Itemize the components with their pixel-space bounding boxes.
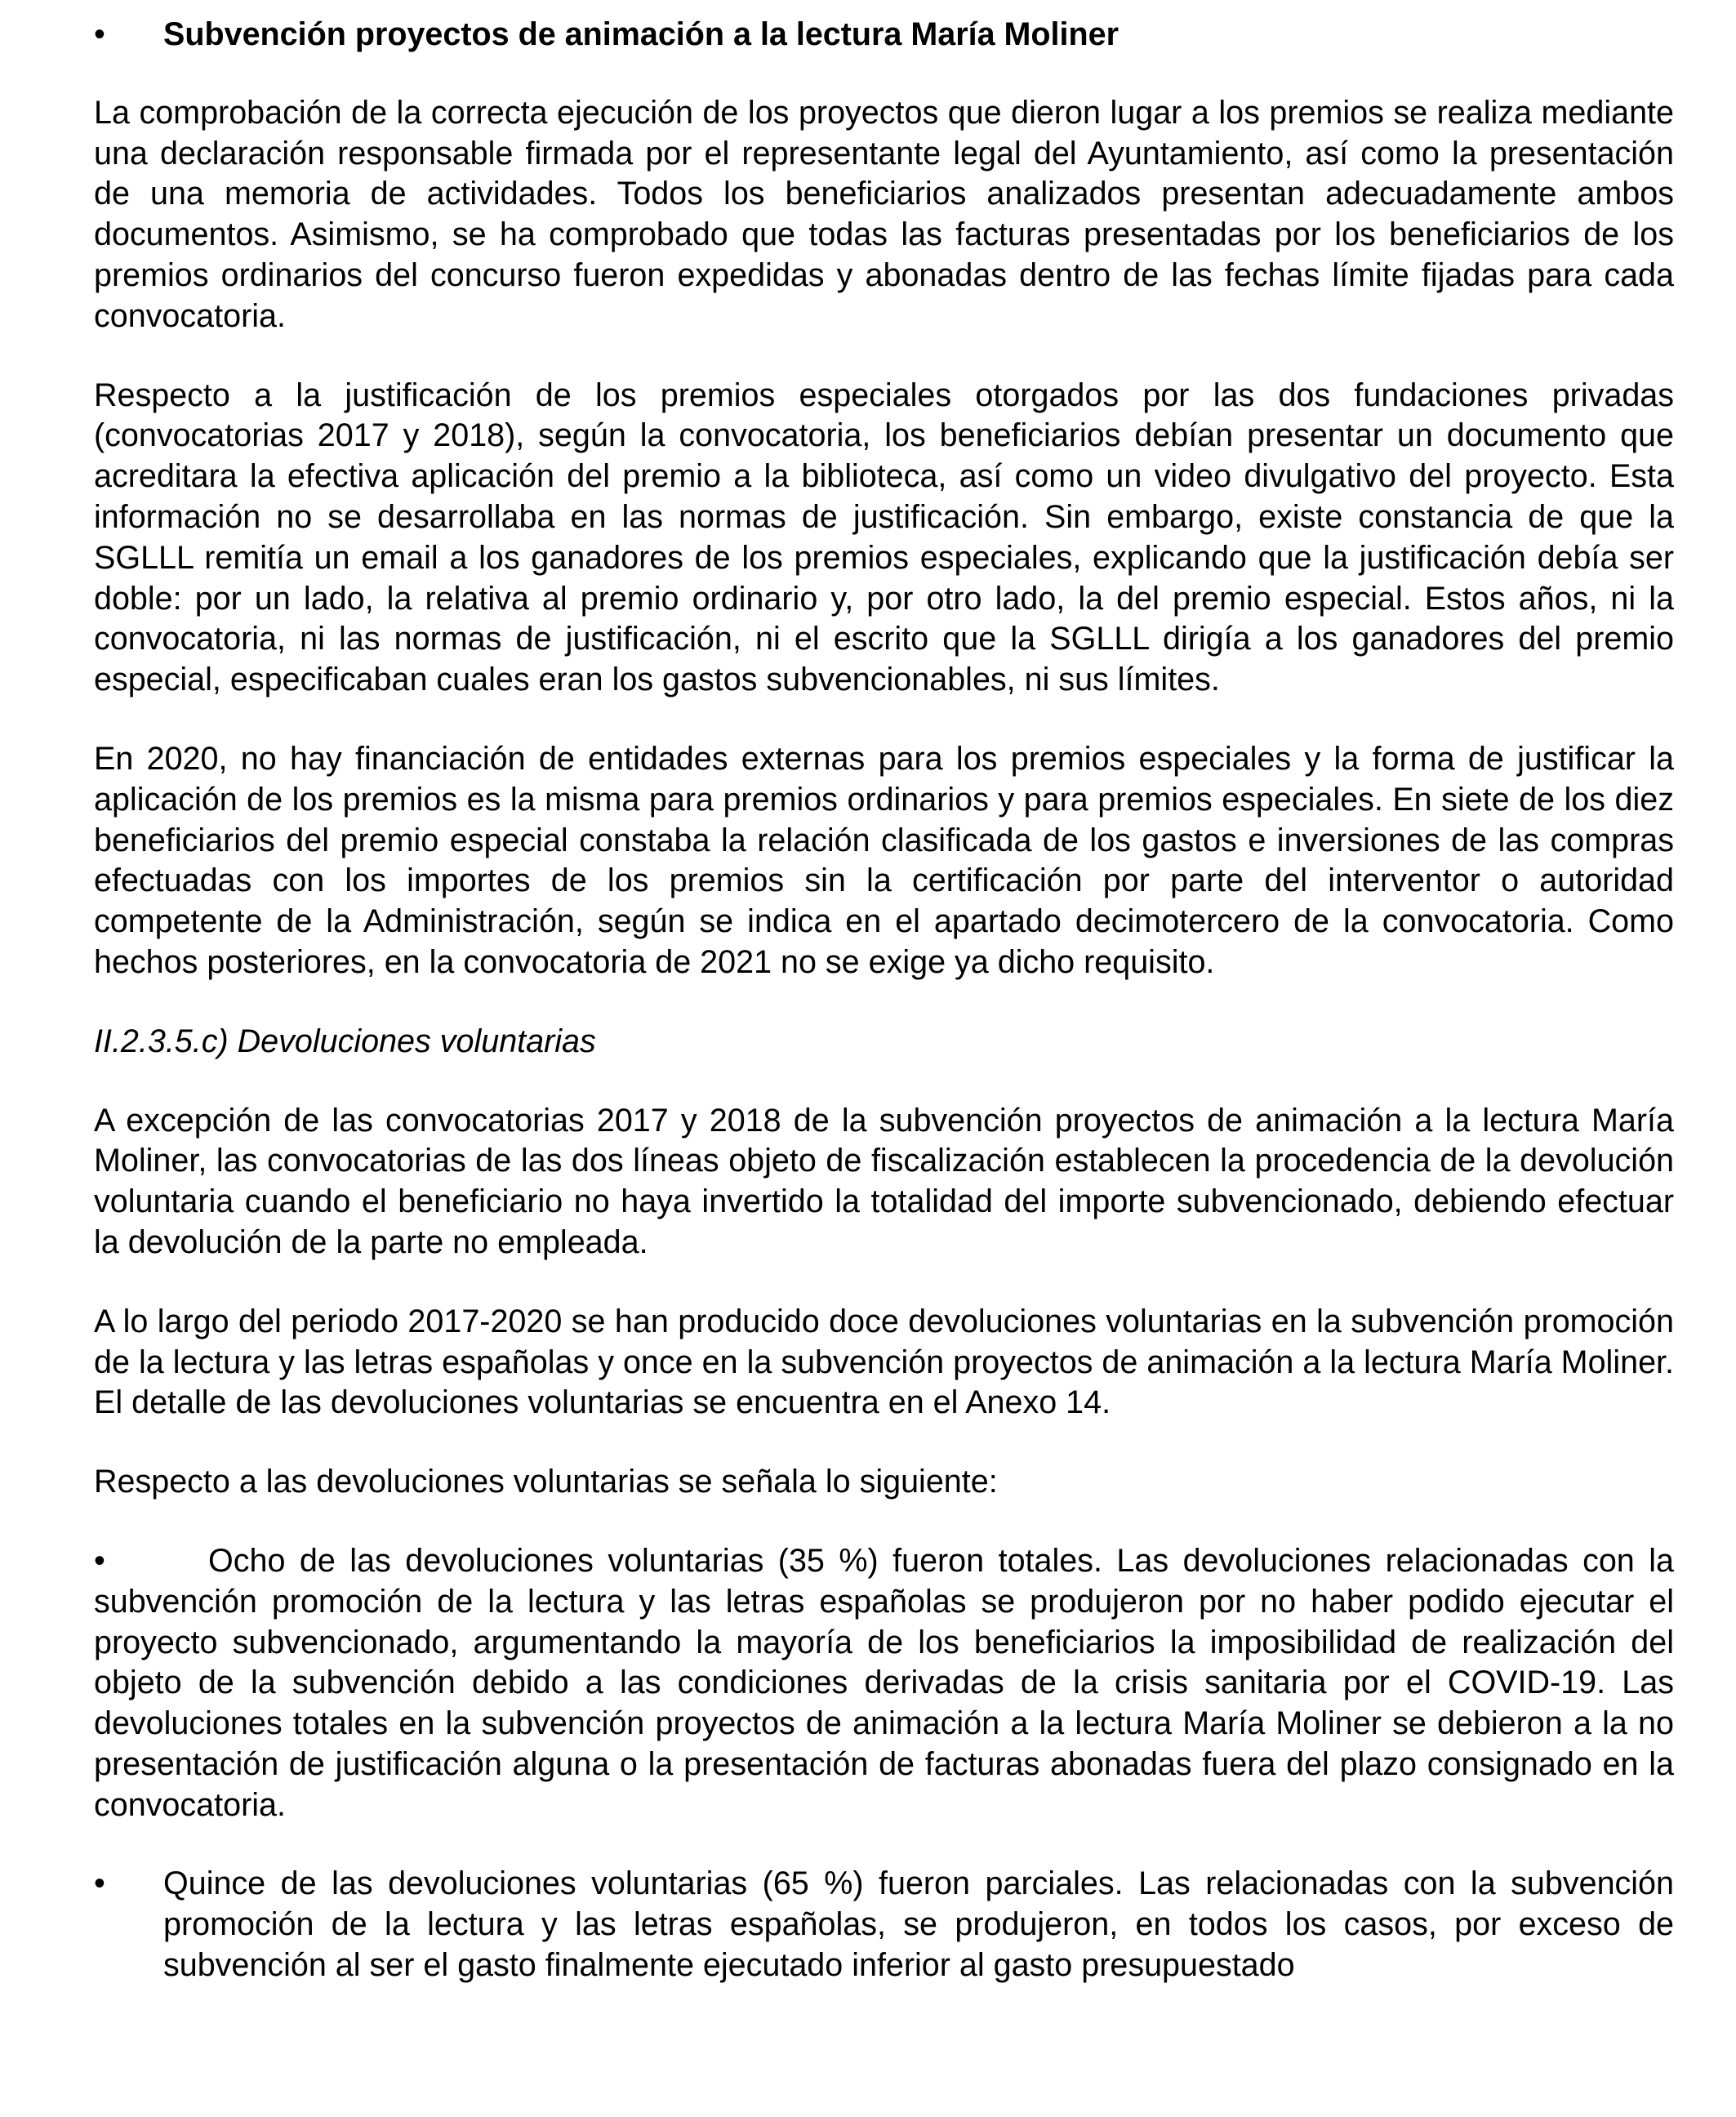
subsection-heading bbox=[94, 15, 1674, 56]
paragraph-premios-especiales: Respecto a la justificación de los premios especiales otorgados por las dos fundaciones privadas (convocatorias 2017 y 2018), según la convocatoria, los beneficiarios debían presentar un documento que acreditara la efectiva aplicación del premio a la biblioteca, así como un video divulgativo del proyecto. Esta información no se desarrollaba en las normas de justificación. Sin embargo, existe constancia de que la SGLLL remitía un email a los ganadores de los premios especiales, explicando que la justificación debía ser doble: por un lado, la relativa al premio ordinario y, por otro lado, la del premio especial. Estos años, ni la convocatoria, ni las normas de justificación, ni el escrito que la SGLLL dirigía a los ganadores del premio especial, especificaban cuales eran los gastos subvencionables, ni sus límites. bbox=[94, 377, 1674, 698]
bullet-symbol: • bbox=[94, 1865, 105, 1902]
bullet-symbol: • bbox=[94, 16, 105, 52]
paragraph-periodo: A lo largo del periodo 2017-2020 se han producido doce devoluciones voluntarias en la subvención promoción de la lectura y las letras españolas y once en la subvención proyectos de animación a la lectura María Moliner. El detalle de las devoluciones voluntarias se encuentra en el Anexo 14. bbox=[94, 1303, 1674, 1421]
bullet-item-text: Ocho de las devoluciones voluntarias (35 %) fueron totales. Las devoluciones relacionadas con la subvención promoción de la lectura y las letras españolas se produjeron por no haber podido ejecutar el proyecto subvencionado, argumentando la mayoría de los beneficiarios la imposibilidad de realización del objeto de la subvención debido a las condiciones derivadas de la crisis sanitaria por el COVID-19. Las devoluciones totales en la subvención proyectos de animación a la lectura María Moliner se debieron a la no presentación de justificación alguna o la presentación de facturas abonadas fuera del plazo consignado en la convocatoria. bbox=[94, 1542, 1674, 1823]
subsection-heading-text: Subvención proyectos de animación a la lectura María Moliner bbox=[163, 16, 1119, 52]
paragraph-comprobacion: La comprobación de la correcta ejecución de los proyectos que dieron lugar a los premios se realiza mediante una declaración responsable firmada por el representante legal del Ayuntamiento, así como la presentación de una memoria de actividades. Todos los beneficiarios analizados presentan adecuadamente ambos documentos. Asimismo, se ha comprobado que todas las facturas presentadas por los beneficiarios de los premios ordinarios del concurso fueron expedidas y abonadas dentro de las fechas límite fijadas para cada convocatoria. bbox=[94, 94, 1674, 334]
bullet-item-parciales bbox=[94, 1864, 1674, 1986]
paragraph-2020: En 2020, no hay financiación de entidades externas para los premios especiales y la forma de justificar la aplicación de los premios es la misma para premios ordinarios y para premios especiales. En siete de los diez beneficiarios del premio especial constaba la relación clasificada de los gastos e inversiones de las compras efectuadas con los importes de los premios sin la certificación por parte del interventor o autoridad competente de la Administración, según se indica en el apartado decimotercero de la convocatoria. Como hechos posteriores, en la convocatoria de 2021 no se exige ya dicho requisito. bbox=[94, 740, 1674, 980]
paragraph-excepcion: A excepción de las convocatorias 2017 y 2018 de la subvención proyectos de animación a la lectura María Moliner, las convocatorias de las dos líneas objeto de fiscalización establecen la procedencia de la devolución voluntaria cuando el beneficiario no haya invertido la totalidad del importe subvencionado, debiendo efectuar la devolución de la parte no empleada. bbox=[94, 1102, 1674, 1260]
bullet-symbol: • bbox=[94, 1542, 105, 1579]
bullet-item-totales bbox=[94, 1541, 1674, 1826]
document-page bbox=[94, 15, 1674, 1986]
paragraph-respecto: Respecto a las devoluciones voluntarias se señala lo siguiente: bbox=[94, 1464, 998, 1500]
section-heading: II.2.3.5.c) Devoluciones voluntarias bbox=[94, 1023, 596, 1059]
bullet-item-text: Quince de las devoluciones voluntarias (65 %) fueron parciales. Las relacionadas con la subvención promoción de la lectura y las letras españolas, se produjeron, en todos los casos, por exceso de subvención al ser el gasto finalmente ejecutado inferior al gasto presupuestado bbox=[163, 1865, 1674, 1984]
